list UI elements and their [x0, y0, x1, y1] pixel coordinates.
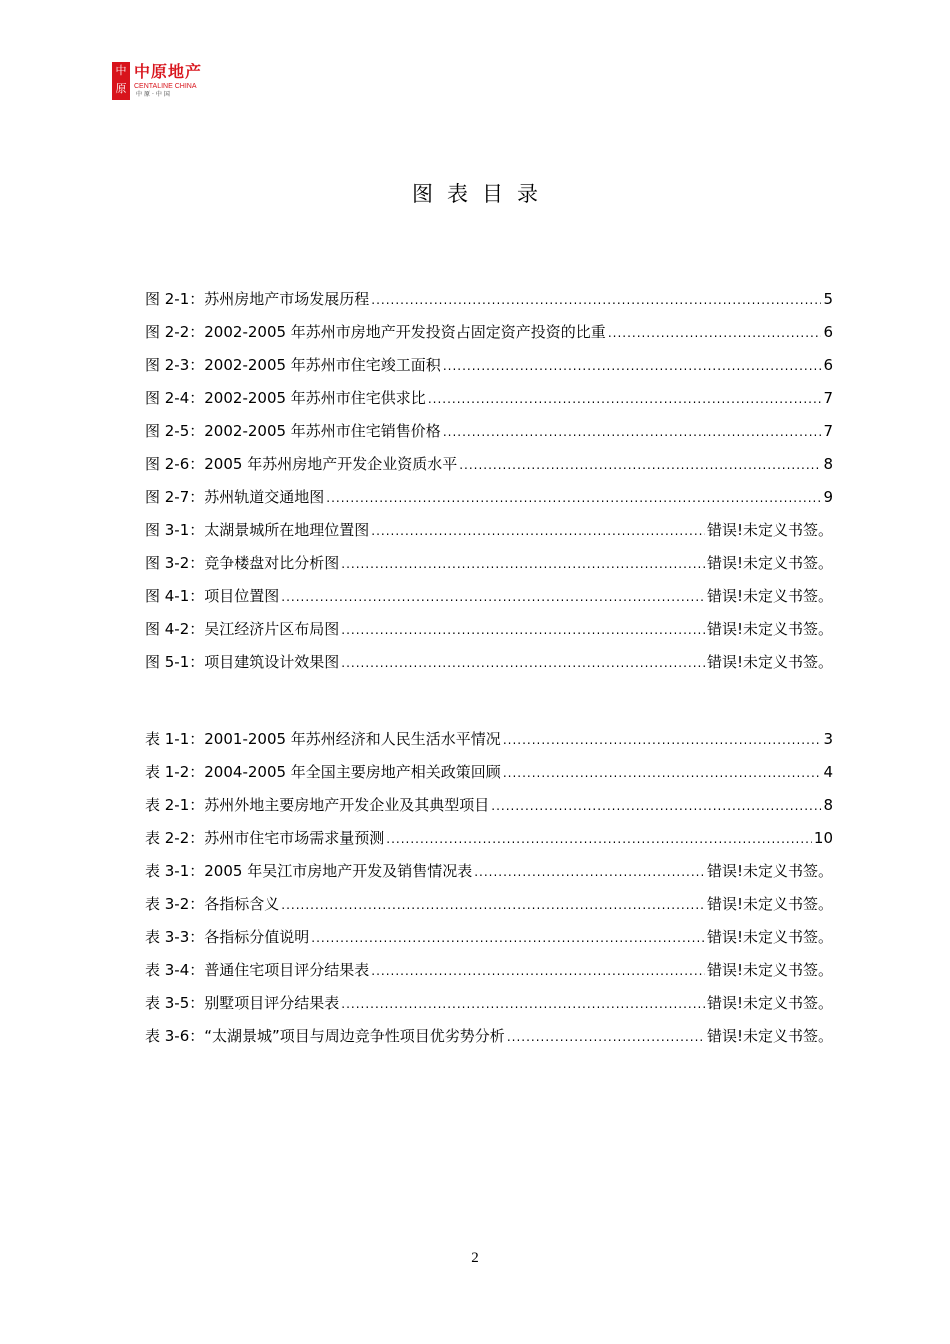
toc-entry-page: 错误!未定义书签。 [706, 961, 833, 979]
toc-entry-page: 错误!未定义书签。 [706, 895, 833, 913]
toc-entry[interactable] [145, 794, 833, 827]
toc-entry-page: 错误!未定义书签。 [706, 554, 833, 572]
figure-list [145, 288, 833, 684]
toc-entry-page: 错误!未定义书签。 [706, 653, 833, 671]
dot-leader [507, 1026, 705, 1048]
logo-mark-icon: 中原 [112, 62, 130, 100]
dot-leader [386, 828, 812, 850]
toc-entry[interactable] [145, 585, 833, 618]
dot-leader [443, 355, 822, 377]
dot-leader [341, 652, 705, 674]
toc-entry-label: 图 5-1：项目建筑设计效果图 [145, 653, 340, 671]
toc-entry[interactable] [145, 827, 833, 860]
toc-entry-page: 错误!未定义书签。 [706, 587, 833, 605]
toc-entry-page: 错误!未定义书签。 [706, 862, 833, 880]
logo-subtitle-text: 中原·中国 [136, 91, 172, 98]
toc-entry-page: 6 [823, 323, 833, 341]
toc-entry[interactable] [145, 761, 833, 794]
dot-leader [371, 289, 821, 311]
company-logo [112, 62, 204, 102]
toc-entry[interactable] [145, 387, 833, 420]
toc-entry-label: 表 2-1：苏州外地主要房地产开发企业及其典型项目 [145, 796, 490, 814]
toc-entry[interactable] [145, 288, 833, 321]
toc-entry[interactable] [145, 354, 833, 387]
toc-entry-label: 图 4-2：吴江经济片区布局图 [145, 620, 340, 638]
toc-entry[interactable] [145, 519, 833, 552]
page-number: 2 [471, 1250, 479, 1266]
dot-leader [326, 487, 821, 509]
toc-entry-page: 4 [823, 763, 833, 781]
dot-leader [371, 520, 705, 542]
dot-leader [341, 993, 705, 1015]
toc-entry-label: 图 2-5：2002-2005 年苏州市住宅销售价格 [145, 422, 441, 440]
toc-entry-page: 10 [813, 829, 833, 847]
toc-entry-page: 错误!未定义书签。 [706, 620, 833, 638]
toc-entry[interactable] [145, 321, 833, 354]
toc-entry-label: 图 4-1：项目位置图 [145, 587, 280, 605]
dot-leader [474, 861, 705, 883]
toc-entry-page: 6 [823, 356, 833, 374]
toc-entry[interactable] [145, 893, 833, 926]
toc-entry-page: 错误!未定义书签。 [706, 994, 833, 1012]
dot-leader [341, 553, 705, 575]
toc-entry[interactable] [145, 453, 833, 486]
toc-entry-label: 图 3-2：竞争楼盘对比分析图 [145, 554, 340, 572]
toc-entry-label: 表 3-2：各指标含义 [145, 895, 280, 913]
dot-leader [281, 894, 705, 916]
dot-leader [341, 619, 705, 641]
page-title: 图表目录 [412, 182, 552, 206]
toc-entry-page: 7 [823, 389, 833, 407]
toc-entry-label: 表 3-3：各指标分值说明 [145, 928, 310, 946]
toc-entry-page: 3 [823, 730, 833, 748]
toc-entry[interactable] [145, 926, 833, 959]
toc-entry-page: 错误!未定义书签。 [706, 1027, 833, 1045]
dot-leader [428, 388, 822, 410]
toc-entry-label: 表 3-1：2005 年吴江市房地产开发及销售情况表 [145, 862, 473, 880]
toc-entry[interactable] [145, 486, 833, 519]
toc-entry-label: 图 2-1：苏州房地产市场发展历程 [145, 290, 370, 308]
toc-entry[interactable] [145, 860, 833, 893]
toc-entry-label: 图 2-6：2005 年苏州房地产开发企业资质水平 [145, 455, 458, 473]
toc-entry-page: 5 [823, 290, 833, 308]
toc-entry-label: 图 2-7：苏州轨道交通地图 [145, 488, 325, 506]
toc-entry-page: 8 [823, 455, 833, 473]
dot-leader [608, 322, 822, 344]
toc-entry-label: 表 3-4：普通住宅项目评分结果表 [145, 961, 370, 979]
logo-english-text: CENTALINE CHINA [134, 83, 197, 90]
toc-entry-label: 图 2-2：2002-2005 年苏州市房地产开发投资占固定资产投资的比重 [145, 323, 606, 341]
toc-entry-page: 错误!未定义书签。 [706, 521, 833, 539]
dot-leader [491, 795, 821, 817]
dot-leader [311, 927, 705, 949]
toc-entry[interactable] [145, 651, 833, 684]
toc-entry-label: 图 2-3：2002-2005 年苏州市住宅竣工面积 [145, 356, 441, 374]
toc-entry[interactable] [145, 1025, 833, 1058]
dot-leader [459, 454, 821, 476]
dot-leader [503, 762, 822, 784]
toc-entry-label: 表 3-6：“太湖景城”项目与周边竞争性项目优劣势分析 [145, 1027, 505, 1045]
table-list [145, 728, 833, 1058]
toc-entry-label: 表 1-2：2004-2005 年全国主要房地产相关政策回顾 [145, 763, 501, 781]
toc-entry-page: 7 [823, 422, 833, 440]
dot-leader [371, 960, 705, 982]
toc-entry-page: 8 [823, 796, 833, 814]
toc-entry[interactable] [145, 618, 833, 651]
toc-entry[interactable] [145, 992, 833, 1025]
dot-leader [443, 421, 822, 443]
toc-entry[interactable] [145, 959, 833, 992]
toc-entry-label: 表 1-1：2001-2005 年苏州经济和人民生活水平情况 [145, 730, 501, 748]
toc-entry[interactable] [145, 420, 833, 453]
toc-entry-page: 9 [823, 488, 833, 506]
toc-entry-label: 表 2-2：苏州市住宅市场需求量预测 [145, 829, 385, 847]
dot-leader [503, 729, 822, 751]
toc-entry-label: 图 2-4：2002-2005 年苏州市住宅供求比 [145, 389, 426, 407]
toc-entry-page: 错误!未定义书签。 [706, 928, 833, 946]
logo-brand-text: 中原地产 [134, 62, 203, 81]
dot-leader [281, 586, 705, 608]
toc-entry-label: 图 3-1：太湖景城所在地理位置图 [145, 521, 370, 539]
toc-entry-label: 表 3-5：别墅项目评分结果表 [145, 994, 340, 1012]
toc-entry[interactable] [145, 552, 833, 585]
toc-entry[interactable] [145, 728, 833, 761]
